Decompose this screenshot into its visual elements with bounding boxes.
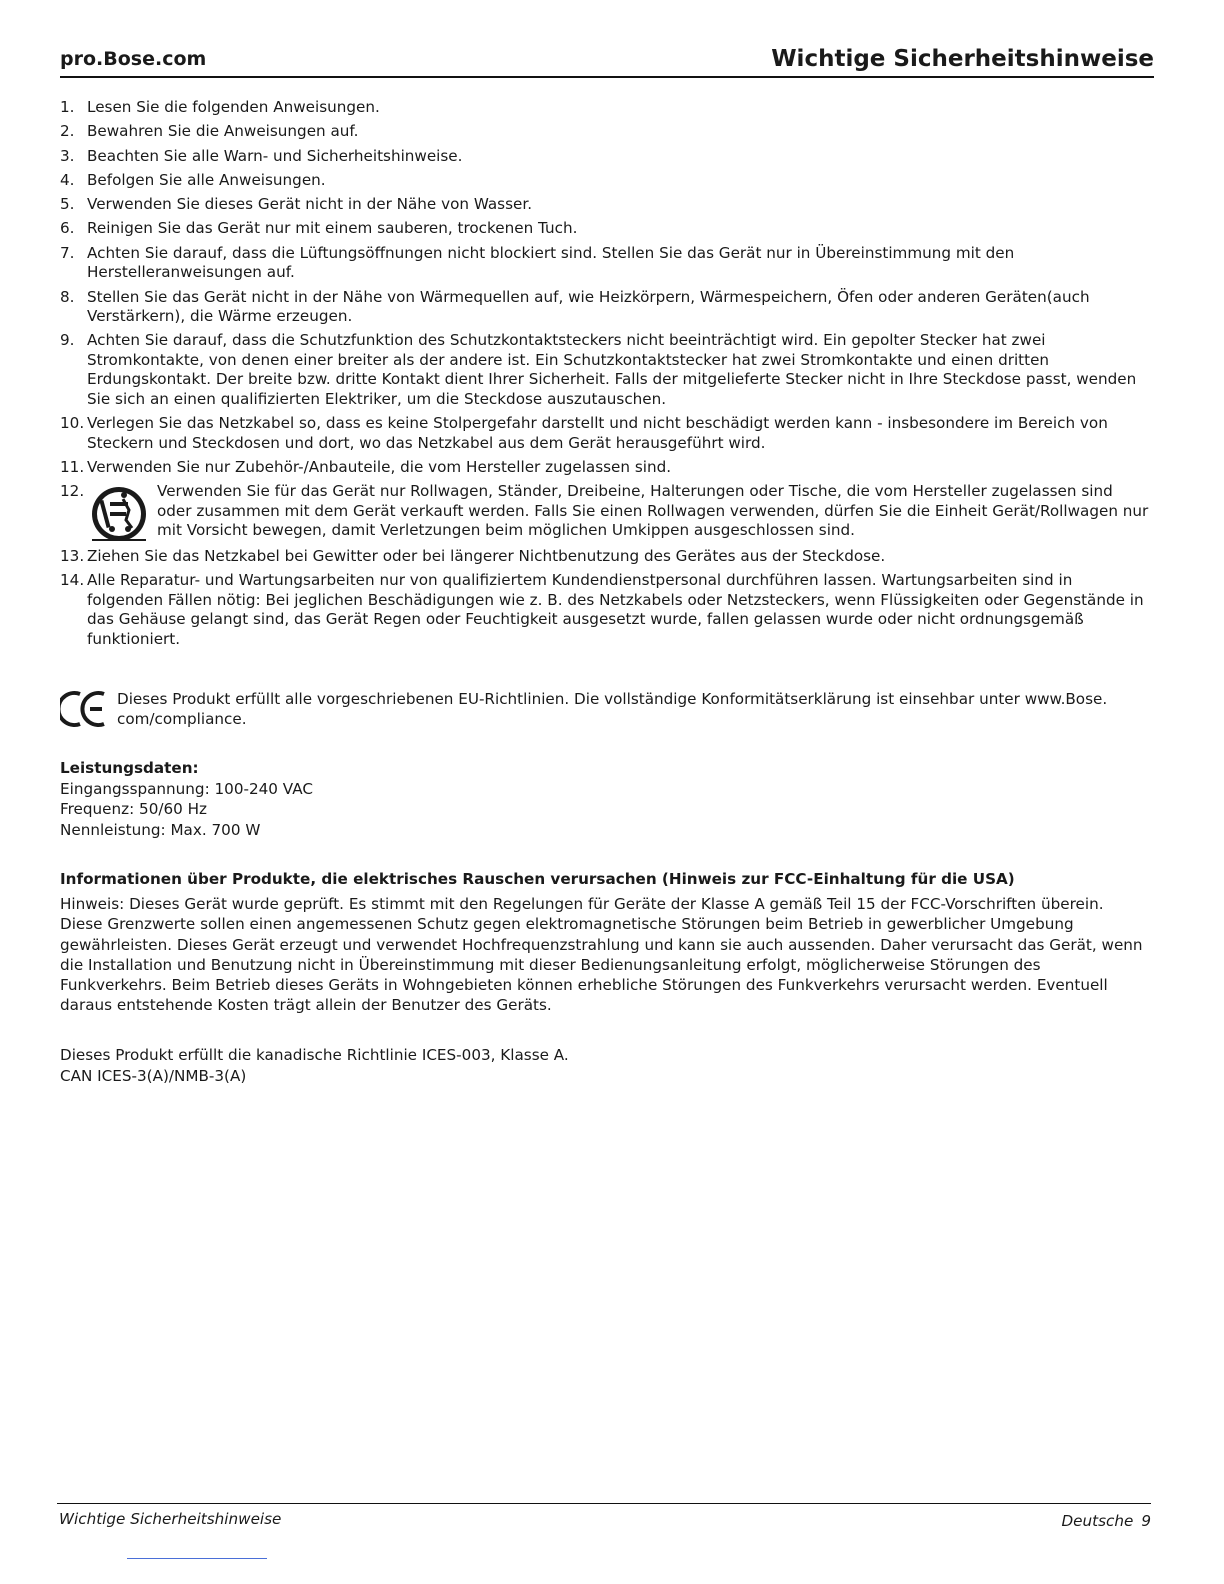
item-number: 3.	[60, 146, 75, 165]
item-text: Bewahren Sie die Anweisungen auf.	[87, 122, 359, 141]
power-specs	[60, 758, 313, 840]
item-text: Verwenden Sie dieses Gerät nicht in der Nähe von Wasser.	[87, 195, 533, 214]
safety-instructions-list	[60, 98, 1150, 654]
page-footer	[57, 1503, 1151, 1544]
item-number: 4.	[60, 170, 75, 189]
item-text: Ziehen Sie das Netzkabel bei Gewitter oder bei längerer Nichtbenutzung des Gerätes aus der Steckdose.	[87, 547, 886, 566]
fcc-text: Hinweis: Dieses Gerät wurde geprüft. Es stimmt mit den Regelungen für Geräte der Klasse A gemäß Teil 15 der FCC-Vorschriften überein. Diese Grenzwerte sollen einen angemessenen Schutz gegen elektromagnetische Störungen beim Betrieb in gewerblicher Umgebung gewährleisten. Dieses Gerät erzeugt und verwendet Hochfrequenzstrahlung und kann sie auch aussenden. Daher verursacht das Gerät, wenn die Installation und Benutzung nicht in Übereinstimmung mit dieser Bedienungsanleitung erfolgt, möglicherweise Störungen des Funkverkehrs. Beim Betrieb dieses Geräts in Wohngebieten können erhebliche Störungen des Funkverkehrs verursacht werden. Eventuell daraus entstehende Kosten trägt allein der Benutzer des Geräts.	[60, 895, 1143, 1015]
item-text: Lesen Sie die folgenden Anweisungen.	[87, 98, 380, 116]
item-text: Achten Sie darauf, dass die Schutzfunktion des Schutzkontaktsteckers nicht beeinträchtigt wird. Ein gepolter Stecker hat zwei Stromkontakte, von denen einer breiter als der andere ist. Ein Schutzkontaktstecker hat zwei Stromkontakte und einen dritten Erdungskontakt. Der breite bzw. dritte Kontakt dient Ihrer Sicherheit. Falls der mitgelieferte Stecker nicht in Ihre Steckdose passt, wenden Sie sich an einen qualifizierten Elektriker, um die Steckdose auszutauschen.	[87, 331, 1137, 408]
page-header	[60, 44, 1154, 78]
item-text: Alle Reparatur- und Wartungsarbeiten nur von qualifiziertem Kundendienstpersonal durchführen lassen. Wartungsarbeiten sind in folgenden Fällen nötig: Bei jeglichen Beschädigungen wie z. B. des Netzkabels oder Netzsteckers, wenn Flüssigkeiten oder Gegenstände in das Gehäuse gelangt sind, das Gerät Regen oder Feuchtigkeit ausgesetzt wurde, fallen gelassen wurde oder nicht ordnungsgemäß funktioniert.	[87, 571, 1144, 648]
canada-line: CAN ICES-3(A)/NMB-3(A)	[60, 1066, 247, 1085]
list-item	[60, 482, 1150, 542]
item-number: 5.	[60, 195, 75, 214]
page-number: 9	[1141, 1512, 1151, 1530]
list-item	[60, 547, 1150, 567]
item-text: Verlegen Sie das Netzkabel so, dass es keine Stolpergefahr darstellt und nicht beschädigt werden kann - insbesondere im Bereich von Steckern und Steckdosen und dort, wo das Netzkabel aus dem Gerät herausgeführt wird.	[87, 414, 1108, 452]
canada-compliance	[60, 1045, 569, 1086]
footer-language: Deutsche	[1061, 1512, 1134, 1530]
item-text: Beachten Sie alle Warn- und Sicherheitshinweise.	[87, 146, 463, 165]
list-item	[60, 122, 1150, 142]
spec-line: Nennleistung: Max. 700 W	[60, 820, 261, 839]
list-item	[60, 98, 1150, 118]
site-name: pro.Bose.com	[60, 48, 207, 70]
list-item	[60, 288, 1150, 327]
item-number: 7.	[60, 243, 75, 262]
item-number: 10.	[60, 414, 85, 433]
item-number: 6.	[60, 219, 75, 238]
canada-line: Dieses Produkt erfüllt die kanadische Richtlinie ICES-003, Klasse A.	[60, 1046, 569, 1064]
item-number: 2.	[60, 122, 75, 141]
item-text: Verwenden Sie nur Zubehör-/Anbauteile, die vom Hersteller zugelassen sind.	[87, 457, 672, 476]
item-number: 11.	[60, 457, 85, 476]
list-item	[60, 331, 1150, 409]
list-item	[60, 147, 1150, 167]
list-item	[60, 414, 1150, 453]
list-item	[60, 244, 1150, 283]
spec-line: Frequenz: 50/60 Hz	[60, 800, 208, 818]
footer-title: Wichtige Sicherheitshinweise	[59, 1510, 282, 1528]
list-item	[60, 458, 1150, 478]
spec-line: Eingangsspannung: 100-240 VAC	[60, 779, 313, 798]
ce-mark-icon	[60, 688, 108, 730]
item-number: 12.	[60, 482, 85, 501]
item-number: 8.	[60, 287, 75, 306]
item-number: 14.	[60, 571, 85, 590]
ce-statement: Dieses Produkt erfüllt alle vorgeschriebenen EU-Richtlinien. Die vollständige Konformitätserklärung ist einsehbar unter www.Bose. com/compliance.	[117, 690, 1108, 728]
item-number: 9.	[60, 331, 75, 350]
list-item	[60, 195, 1150, 215]
fcc-notice	[60, 869, 1150, 1015]
item-text: Reinigen Sie das Gerät nur mit einem sauberen, trockenen Tuch.	[87, 219, 578, 238]
item-number: 1.	[60, 98, 75, 116]
list-item	[60, 171, 1150, 191]
footer-page-info	[1053, 1512, 1151, 1530]
specs-heading: Leistungsdaten:	[60, 759, 199, 777]
list-item	[60, 219, 1150, 239]
item-text: Achten Sie darauf, dass die Lüftungsöffnungen nicht blockiert sind. Stellen Sie das Gerät nur in Übereinstimmung mit den Herstelleranweisungen auf.	[87, 243, 1015, 282]
cart-tip-warning-icon	[88, 482, 150, 542]
ce-compliance	[60, 688, 1150, 736]
divider	[127, 1558, 267, 1559]
item-text: Befolgen Sie alle Anweisungen.	[87, 170, 326, 189]
fcc-heading: Informationen über Produkte, die elektrisches Rauschen verursachen (Hinweis zur FCC-Einhaltung für die USA)	[60, 870, 1015, 888]
item-text: Stellen Sie das Gerät nicht in der Nähe von Wärmequellen auf, wie Heizkörpern, Wärmespeichern, Öfen oder anderen Geräten(auch Verstärkern), die Wärme erzeugen.	[87, 287, 1090, 326]
item-text: Verwenden Sie für das Gerät nur Rollwagen, Ständer, Dreibeine, Halterungen oder Tische, die vom Hersteller zugelassen sind oder zusammen mit dem Gerät verkauft werden. Falls Sie einen Rollwagen verwenden, dürfen Sie die Einheit Gerät/Rollwagen nur mit Vorsicht bewegen, damit Verletzungen beim möglichen Umkippen ausgeschlossen sind.	[157, 482, 1149, 540]
page-title: Wichtige Sicherheitshinweise	[771, 46, 1154, 72]
item-number: 13.	[60, 547, 85, 566]
list-item	[60, 571, 1150, 649]
